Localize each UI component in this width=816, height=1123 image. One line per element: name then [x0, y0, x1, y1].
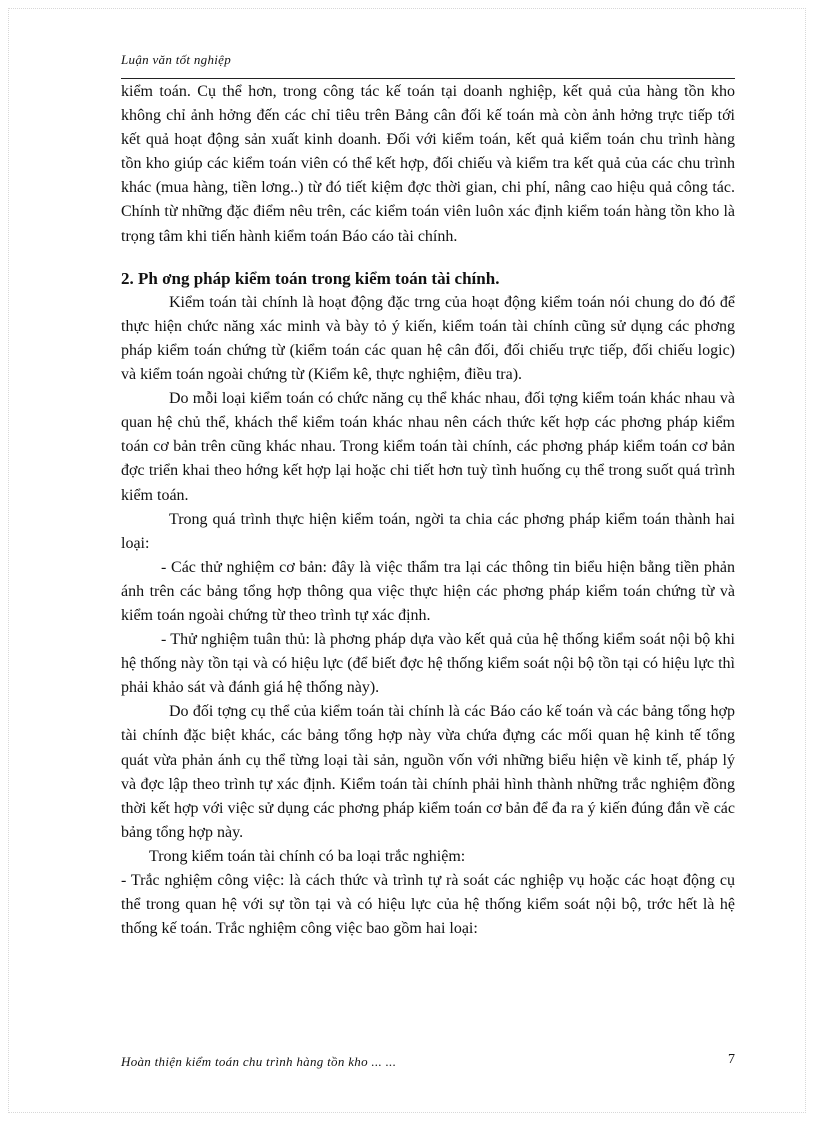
page-number: 7	[728, 1052, 735, 1067]
list-item-compliance-tests: - Thử nghiệm tuân thủ: là phơng pháp dựa vào kết quả của hệ thống kiểm soát nội bộ khi hệ thống này tồn tại và có hiệu lực (để biết đợc hệ thống kiểm soát nội bộ tồn tại có hiệu lực thì phải khảo sát và đánh giá hệ thống này).	[121, 631, 735, 697]
running-header: Luận văn tốt nghiệp	[121, 52, 232, 67]
document-body	[121, 80, 735, 941]
paragraph: Trong kiểm toán tài chính có ba loại trắc nghiệm:	[149, 847, 466, 865]
paragraph: Do đối tợng cụ thể của kiểm toán tài chính là các Báo cáo kế toán và các bảng tổng hợp tài chính đặc biệt khác, các bảng tổng hợp này vừa chứa đựng các mối quan hệ kinh tế tổng quát vừa phản ánh cụ thể từng loại tài sản, nguồn vốn với những biểu hiện về kinh tế, pháp lý và đợc lập theo trình tự xác định. Kiểm toán tài chính phải hình thành những trắc nghiệm đồng thời kết hợp với việc sử dụng các phơng pháp kiểm toán cơ bản để đa ra ý kiến đúng đắn về các bảng tổng hợp này.	[121, 703, 735, 841]
list-item-basic-tests: - Các thử nghiệm cơ bản: đây là việc thẩm tra lại các thông tin biểu hiện bằng tiền phản ánh trên các bảng tổng hợp thông qua việc thực hiện các phơng pháp kiểm toán chứng từ và kiểm toán ngoài chứng từ theo trình tự xác định.	[121, 558, 735, 624]
paragraph: Trong quá trình thực hiện kiểm toán, ngời ta chia các phơng pháp kiểm toán thành hai loại:	[121, 510, 735, 552]
list-item-work-tests: - Trắc nghiệm công việc: là cách thức và trình tự rà soát các nghiệp vụ hoặc các hoạt động cụ thể trong quan hệ với sự tồn tại và có hiệu lực của hệ thống kiểm soát nội bộ, trớc hết là hệ thống kế toán. Trắc nghiệm công việc bao gồm hai loại:	[121, 872, 735, 938]
paragraph: Kiểm toán tài chính là hoạt động đặc trng của hoạt động kiểm toán nói chung do đó để thực hiện chức năng xác minh và bày tỏ ý kiến, kiểm toán tài chính cũng sử dụng các phơng pháp kiểm toán chứng từ (kiểm toán các quan hệ cân đối, đối chiếu trực tiếp, đối chiếu logic) và kiểm toán ngoài chứng từ (Kiểm kê, thực nghiệm, điều tra).	[121, 293, 735, 384]
section-gap	[121, 249, 735, 267]
running-footer: Hoàn thiện kiểm toán chu trình hàng tồn kho ... ...	[121, 1054, 397, 1069]
paragraph-continuation: kiểm toán. Cụ thể hơn, trong công tác kế toán tại doanh nghiệp, kết quả của hàng tồn kho không chỉ ảnh hởng đến các chỉ tiêu trên Bảng cân đối kế toán mà còn ảnh hởng trực tiếp tới kết quả hoạt động sản xuất kinh doanh. Đối với kiểm toán, kết quả kiểm toán chu trình hàng tồn kho giúp các kiểm toán viên có thể kết hợp, đối chiếu và kiểm tra kết quả của các chu trình khác (mua hàng, tiền lơng..) từ đó tiết kiệm đợc thời gian, chi phí, nâng cao hiệu quả công tác. Chính từ những đặc điểm nêu trên, các kiểm toán viên luôn xác định kiểm toán hàng tồn kho là trọng tâm khi tiến hành kiểm toán Báo cáo tài chính.	[121, 83, 735, 245]
paragraph: Do mỗi loại kiểm toán có chức năng cụ thể khác nhau, đối tợng kiểm toán khác nhau và quan hệ chủ thể, khách thể kiểm toán khác nhau nên cách thức kết hợp các phơng pháp kiểm toán cơ bản trên cũng khác nhau. Trong kiểm toán tài chính, các phơng pháp kiểm toán cơ bản đợc triển khai theo hớng kết hợp lại hoặc chi tiết hơn tuỳ tình huống cụ thể trong suốt quá trình kiểm toán.	[121, 390, 735, 504]
header-rule	[121, 78, 735, 79]
section-heading: 2. Ph ơng pháp kiểm toán trong kiểm toán tài chính.	[121, 268, 500, 288]
